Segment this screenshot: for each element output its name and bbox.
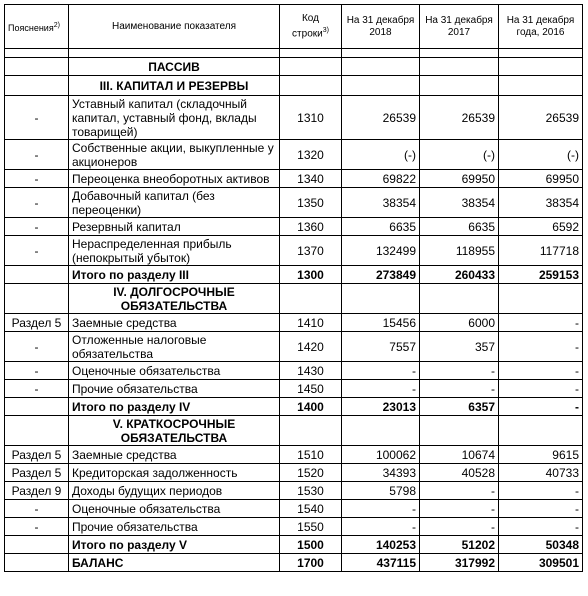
row-notes: - (5, 236, 69, 266)
row-name: Собственные акции, выкупленные у акционеров (69, 140, 280, 170)
row-value-2018: 437115 (342, 554, 420, 572)
row-code: 1400 (280, 398, 342, 416)
section-notes-cell (5, 58, 69, 76)
row-name: Переоценка внеоборотных активов (69, 170, 280, 188)
total-row (5, 398, 583, 416)
row-value-2016: 6592 (499, 218, 583, 236)
table-row (5, 446, 583, 464)
row-notes (5, 398, 69, 416)
section-code-cell (280, 284, 342, 314)
row-notes: Раздел 9 (5, 482, 69, 500)
section-row (5, 284, 583, 314)
section-row (5, 416, 583, 446)
table-row (5, 362, 583, 380)
row-code: 1700 (280, 554, 342, 572)
row-value-2016: 117718 (499, 236, 583, 266)
row-code: 1410 (280, 314, 342, 332)
header-spacer-row (5, 49, 583, 58)
row-code: 1550 (280, 518, 342, 536)
row-value-2018: 34393 (342, 464, 420, 482)
table-row (5, 380, 583, 398)
row-notes: - (5, 188, 69, 218)
row-notes: Раздел 5 (5, 464, 69, 482)
row-value-2017: 51202 (420, 536, 499, 554)
row-value-2017: - (420, 362, 499, 380)
section-2017-cell (420, 76, 499, 96)
section-2018-cell (342, 284, 420, 314)
row-value-2017: 118955 (420, 236, 499, 266)
header-notes: Пояснения$^{2)}$ (5, 5, 69, 49)
row-notes: - (5, 380, 69, 398)
row-code: 1310 (280, 96, 342, 140)
row-value-2017: 26539 (420, 96, 499, 140)
row-value-2018: 23013 (342, 398, 420, 416)
row-value-2018: 140253 (342, 536, 420, 554)
header-name: Наименование показателя (69, 5, 280, 49)
row-value-2017: 6635 (420, 218, 499, 236)
row-name: Отложенные налоговые обязательства (69, 332, 280, 362)
row-value-2018: - (342, 500, 420, 518)
table-row (5, 170, 583, 188)
table-row (5, 140, 583, 170)
section-2016-cell (499, 76, 583, 96)
section-notes-cell (5, 416, 69, 446)
section-notes-cell (5, 76, 69, 96)
row-value-2016: 309501 (499, 554, 583, 572)
row-notes: - (5, 170, 69, 188)
row-value-2018: 6635 (342, 218, 420, 236)
row-value-2017: 10674 (420, 446, 499, 464)
row-code: 1430 (280, 362, 342, 380)
row-value-2018: - (342, 380, 420, 398)
row-name: Итого по разделу V (69, 536, 280, 554)
section-notes-cell (5, 284, 69, 314)
row-value-2016: 40733 (499, 464, 583, 482)
row-value-2017: - (420, 380, 499, 398)
row-name: Заемные средства (69, 314, 280, 332)
header-code: Код строки$^{3)}$ (280, 5, 342, 49)
table-row (5, 188, 583, 218)
row-notes: - (5, 500, 69, 518)
row-name: Оценочные обязательства (69, 362, 280, 380)
section-2018-cell (342, 416, 420, 446)
row-code: 1300 (280, 266, 342, 284)
row-notes (5, 554, 69, 572)
table-row (5, 332, 583, 362)
table-row (5, 518, 583, 536)
row-value-2018: - (342, 362, 420, 380)
table-row (5, 218, 583, 236)
row-notes: - (5, 140, 69, 170)
section-2016-cell (499, 416, 583, 446)
row-value-2016: - (499, 482, 583, 500)
row-value-2018: 132499 (342, 236, 420, 266)
row-value-2018: 5798 (342, 482, 420, 500)
row-code: 1500 (280, 536, 342, 554)
row-value-2016: 26539 (499, 96, 583, 140)
row-value-2017: (-) (420, 140, 499, 170)
row-name: Уставный капитал (складочный капитал, уставный фонд, вклады товарищей) (69, 96, 280, 140)
row-value-2017: 69950 (420, 170, 499, 188)
row-notes: - (5, 518, 69, 536)
row-code: 1370 (280, 236, 342, 266)
table-row (5, 236, 583, 266)
row-code: 1520 (280, 464, 342, 482)
section-2017-cell (420, 416, 499, 446)
row-name: Итого по разделу III (69, 266, 280, 284)
section-title: ПАССИВ (69, 58, 280, 76)
row-notes: Раздел 5 (5, 446, 69, 464)
row-notes: Раздел 5 (5, 314, 69, 332)
row-value-2016: - (499, 398, 583, 416)
row-notes: - (5, 96, 69, 140)
section-2018-cell (342, 58, 420, 76)
table-row (5, 464, 583, 482)
table-row (5, 96, 583, 140)
row-code: 1510 (280, 446, 342, 464)
row-value-2016: 69950 (499, 170, 583, 188)
row-code: 1530 (280, 482, 342, 500)
row-value-2018: 26539 (342, 96, 420, 140)
row-code: 1360 (280, 218, 342, 236)
row-value-2018: 100062 (342, 446, 420, 464)
table-body (5, 58, 583, 572)
row-value-2018: 69822 (342, 170, 420, 188)
row-notes (5, 536, 69, 554)
row-name: Прочие обязательства (69, 518, 280, 536)
section-2018-cell (342, 76, 420, 96)
table-row (5, 482, 583, 500)
row-value-2016: 259153 (499, 266, 583, 284)
row-value-2017: 38354 (420, 188, 499, 218)
row-value-2016: - (499, 314, 583, 332)
row-name: Итого по разделу IV (69, 398, 280, 416)
row-value-2017: 6357 (420, 398, 499, 416)
row-value-2017: 260433 (420, 266, 499, 284)
section-title: V. КРАТКОСРОЧНЫЕ ОБЯЗАТЕЛЬСТВА (69, 416, 280, 446)
row-value-2018: 38354 (342, 188, 420, 218)
row-value-2017: 317992 (420, 554, 499, 572)
total-row (5, 536, 583, 554)
section-code-cell (280, 58, 342, 76)
row-value-2016: - (499, 380, 583, 398)
section-code-cell (280, 76, 342, 96)
row-name: Нераспределенная прибыль (непокрытый убыток) (69, 236, 280, 266)
section-code-cell (280, 416, 342, 446)
row-code: 1540 (280, 500, 342, 518)
row-value-2018: 15456 (342, 314, 420, 332)
row-value-2016: - (499, 332, 583, 362)
row-value-2016: 50348 (499, 536, 583, 554)
row-value-2016: 9615 (499, 446, 583, 464)
row-name: Оценочные обязательства (69, 500, 280, 518)
row-value-2017: - (420, 500, 499, 518)
section-2017-cell (420, 58, 499, 76)
row-name: БАЛАНС (69, 554, 280, 572)
row-value-2018: 273849 (342, 266, 420, 284)
row-name: Доходы будущих периодов (69, 482, 280, 500)
row-name: Прочие обязательства (69, 380, 280, 398)
row-value-2016: - (499, 362, 583, 380)
header-row (5, 5, 583, 49)
row-notes (5, 266, 69, 284)
row-value-2017: - (420, 518, 499, 536)
row-value-2018: 7557 (342, 332, 420, 362)
row-notes: - (5, 332, 69, 362)
row-name: Добавочный капитал (без переоценки) (69, 188, 280, 218)
row-name: Резервный капитал (69, 218, 280, 236)
table-row (5, 500, 583, 518)
balance-sheet-table (4, 4, 583, 572)
row-value-2017: - (420, 482, 499, 500)
section-2017-cell (420, 284, 499, 314)
row-code: 1320 (280, 140, 342, 170)
row-value-2016: - (499, 500, 583, 518)
row-value-2016: - (499, 518, 583, 536)
row-value-2017: 40528 (420, 464, 499, 482)
row-code: 1350 (280, 188, 342, 218)
row-code: 1340 (280, 170, 342, 188)
row-notes: - (5, 218, 69, 236)
section-2016-cell (499, 58, 583, 76)
row-notes: - (5, 362, 69, 380)
row-value-2017: 6000 (420, 314, 499, 332)
table-row (5, 314, 583, 332)
total-row (5, 554, 583, 572)
row-name: Заемные средства (69, 446, 280, 464)
row-name: Кредиторская задолженность (69, 464, 280, 482)
row-value-2016: 38354 (499, 188, 583, 218)
section-title: III. КАПИТАЛ И РЕЗЕРВЫ (69, 76, 280, 96)
header-2017: На 31 декабря 2017 (420, 5, 499, 49)
section-row (5, 76, 583, 96)
row-value-2018: - (342, 518, 420, 536)
row-value-2018: (-) (342, 140, 420, 170)
header-2016: На 31 декабря года, 2016 (499, 5, 583, 49)
section-2016-cell (499, 284, 583, 314)
row-value-2016: (-) (499, 140, 583, 170)
row-code: 1450 (280, 380, 342, 398)
section-title: IV. ДОЛГОСРОЧНЫЕ ОБЯЗАТЕЛЬСТВА (69, 284, 280, 314)
total-row (5, 266, 583, 284)
section-row (5, 58, 583, 76)
row-code: 1420 (280, 332, 342, 362)
row-value-2017: 357 (420, 332, 499, 362)
header-2018: На 31 декабря 2018 (342, 5, 420, 49)
